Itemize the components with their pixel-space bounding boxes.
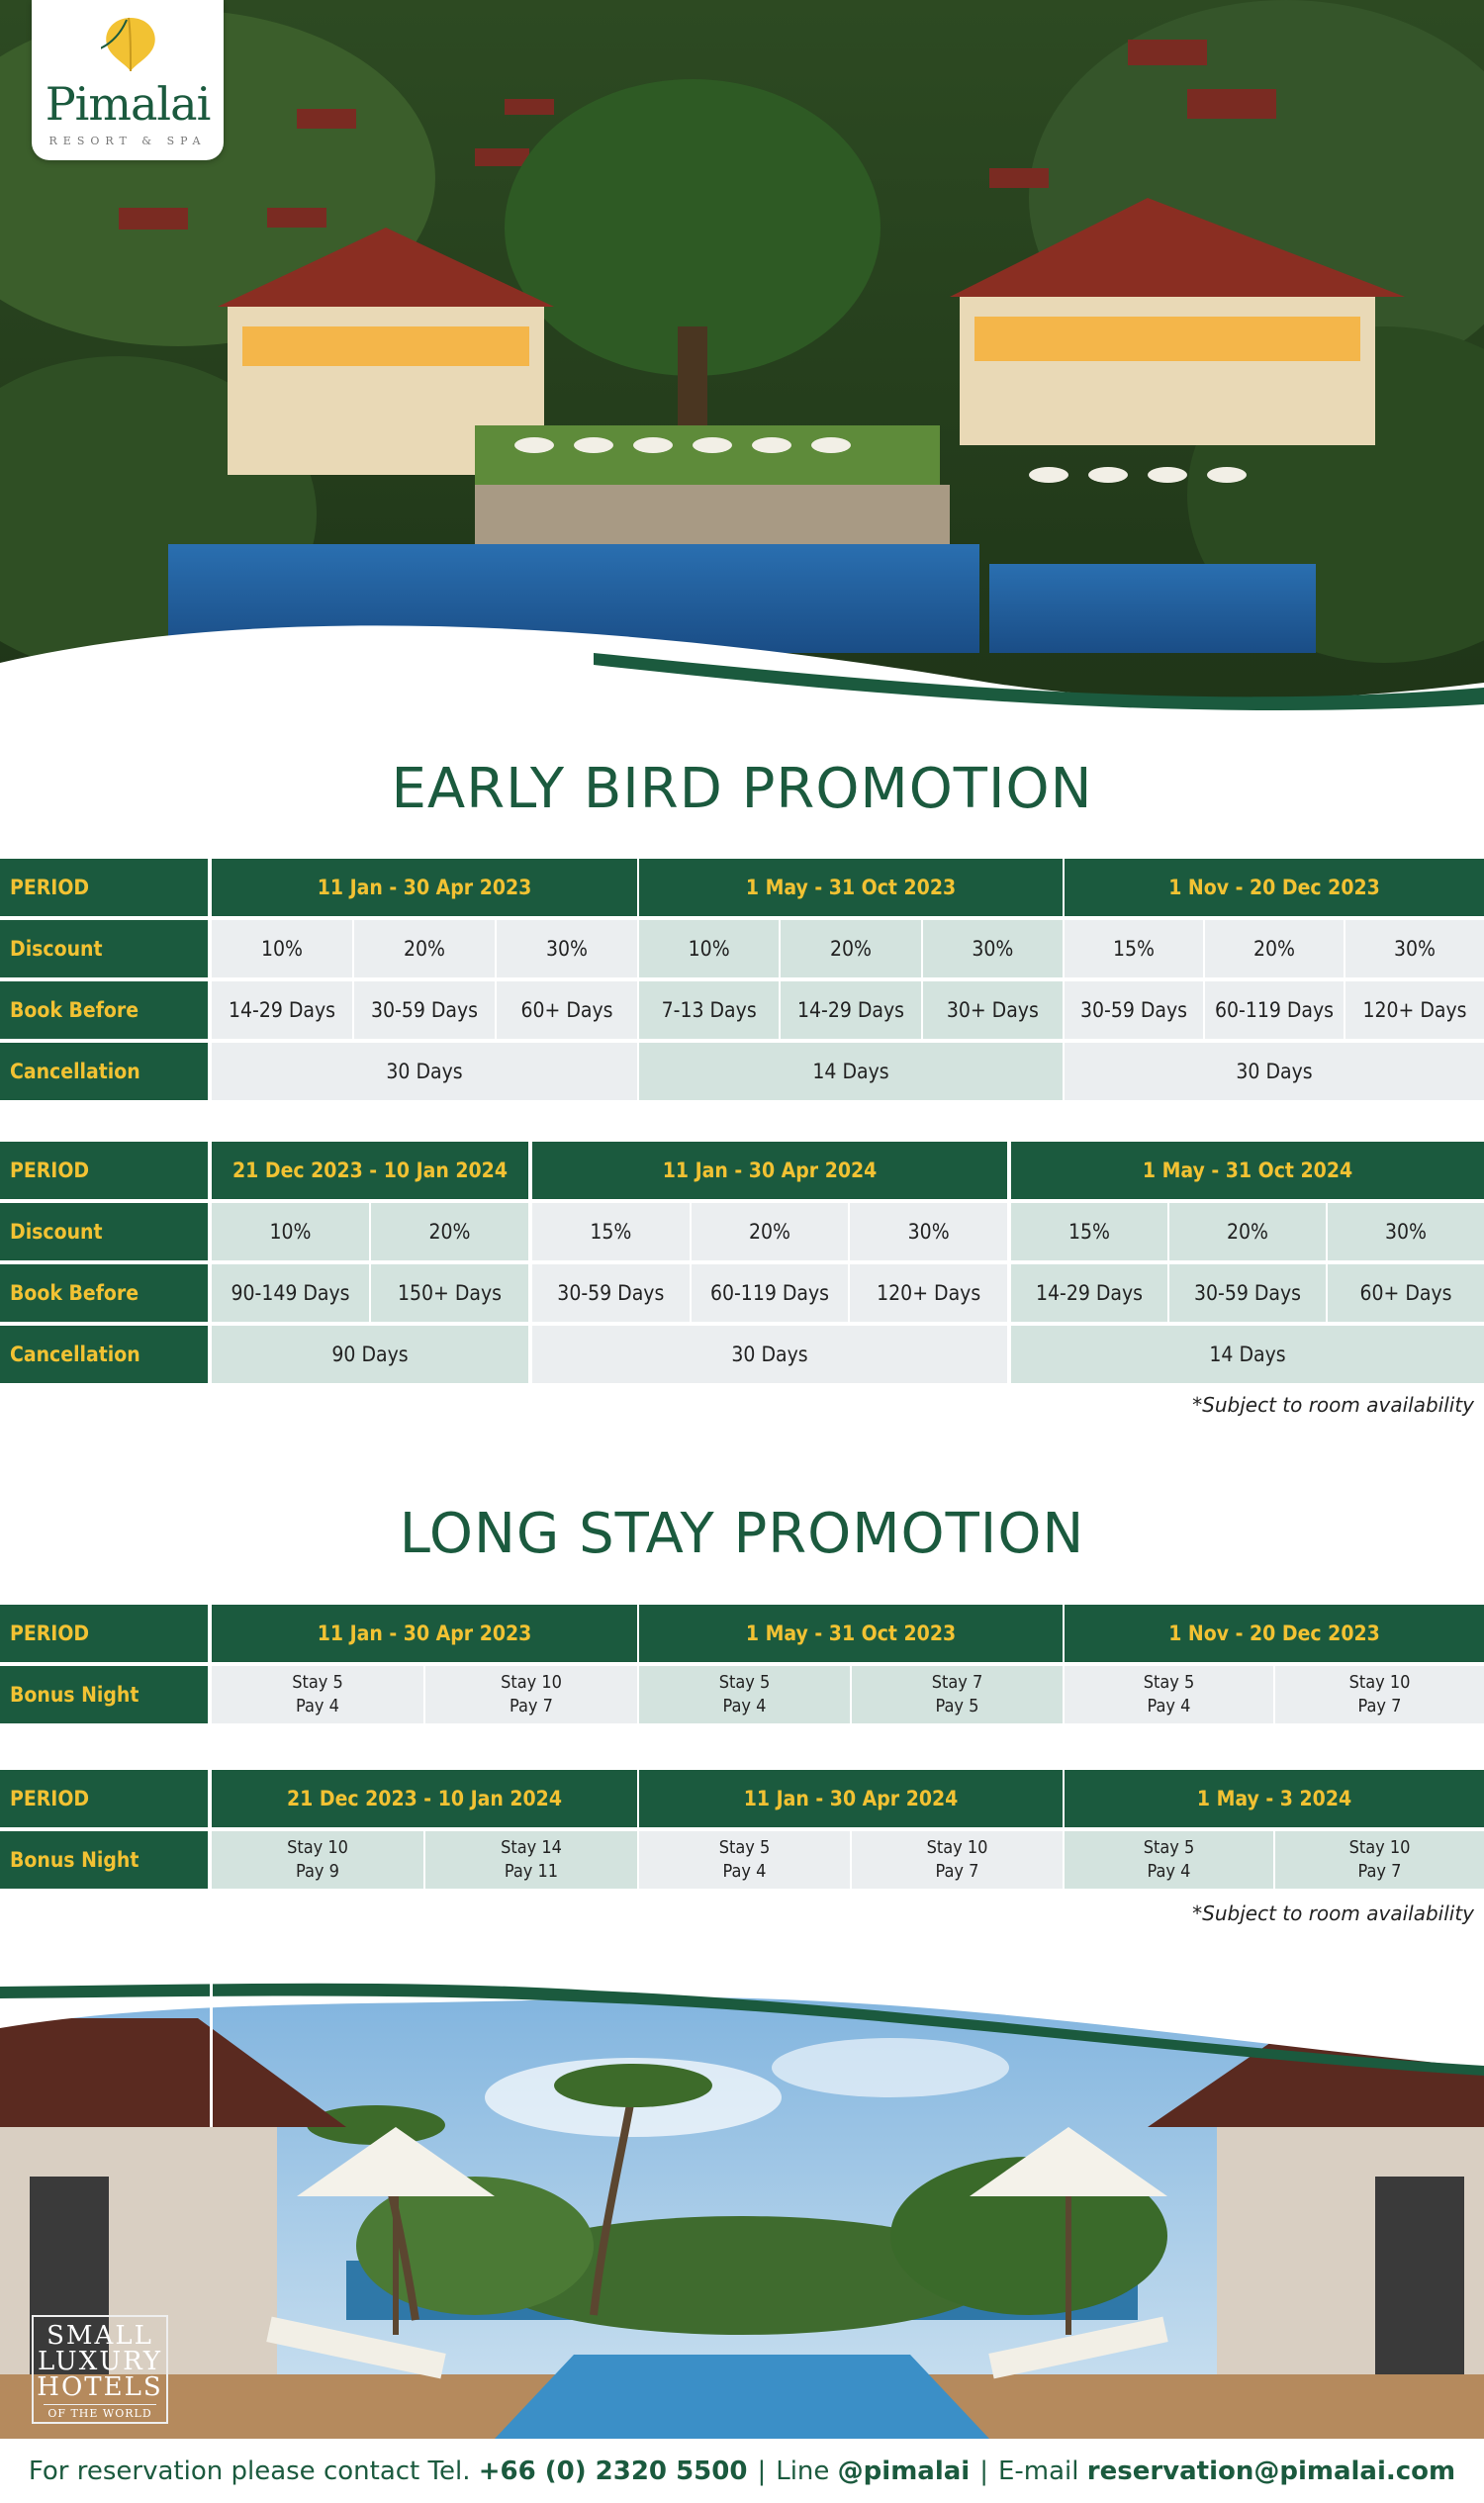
offer-stay: Stay 5 — [1143, 1837, 1195, 1858]
bonus-night-offer — [425, 1666, 637, 1723]
book-before-cell: 7-13 Days — [639, 981, 779, 1039]
book-before-cell: 60-119 Days — [1205, 981, 1344, 1039]
offer-stay: Stay 5 — [718, 1672, 771, 1693]
book-before-cell: 120+ Days — [1345, 981, 1484, 1039]
early-bird-title: EARLY BIRD PROMOTION — [391, 757, 1093, 821]
discount-cell: 20% — [692, 1203, 849, 1260]
label-period: PERIOD — [0, 1605, 208, 1662]
label-book-before: Book Before — [0, 981, 208, 1039]
footer-email[interactable]: reservation@pimalai.com — [1086, 2456, 1456, 2486]
pimalai-logo — [32, 0, 224, 160]
discount-cell: 20% — [1205, 920, 1344, 977]
footer-line-label: Line — [776, 2456, 830, 2486]
period-header: 11 Jan - 30 Apr 2024 — [639, 1770, 1063, 1827]
bonus-night-offer — [212, 1831, 423, 1889]
period-header: 1 May - 31 Oct 2023 — [639, 1605, 1063, 1662]
offer-pay: Pay 11 — [504, 1861, 559, 1882]
period-header: 21 Dec 2023 - 10 Jan 2024 — [212, 1142, 528, 1199]
offer-pay: Pay 4 — [722, 1696, 767, 1716]
label-period: PERIOD — [0, 859, 208, 916]
offer-pay: Pay 4 — [1147, 1861, 1191, 1882]
offer-stay: Stay 5 — [718, 1837, 771, 1858]
label-cancellation: Cancellation — [0, 1326, 208, 1383]
discount-cell: 15% — [532, 1203, 690, 1260]
offer-pay: Pay 7 — [1357, 1696, 1402, 1716]
badge-line-4: OF THE WORLD — [44, 2404, 156, 2420]
badge-line-2: LUXURY — [37, 2347, 163, 2376]
book-before-cell: 14-29 Days — [781, 981, 920, 1039]
footer-line-id[interactable]: @pimalai — [837, 2456, 971, 2486]
cancellation-cell: 30 Days — [532, 1326, 1007, 1383]
book-before-cell: 14-29 Days — [212, 981, 352, 1039]
footer-email-label: E-mail — [997, 2456, 1079, 2486]
book-before-cell: 60+ Days — [1328, 1264, 1484, 1322]
label-discount: Discount — [0, 1203, 208, 1260]
period-header: 1 May - 31 Oct 2023 — [639, 859, 1063, 916]
book-before-cell: 60-119 Days — [692, 1264, 849, 1322]
offer-stay: Stay 5 — [292, 1672, 343, 1693]
discount-cell: 10% — [639, 920, 779, 977]
discount-cell: 30% — [850, 1203, 1007, 1260]
pool-villa-photo — [0, 1979, 1484, 2439]
discount-cell: 30% — [923, 920, 1063, 977]
badge-line-3: HOTELS — [37, 2372, 163, 2402]
cancellation-cell: 90 Days — [212, 1326, 528, 1383]
offer-pay: Pay 7 — [510, 1696, 553, 1716]
label-period: PERIOD — [0, 1142, 208, 1199]
label-bonus-night: Bonus Night — [0, 1666, 208, 1723]
offer-stay: Stay 14 — [501, 1837, 562, 1858]
discount-cell: 20% — [371, 1203, 528, 1260]
book-before-cell: 30-59 Days — [532, 1264, 690, 1322]
offer-pay: Pay 4 — [1147, 1696, 1191, 1716]
offer-pay: Pay 5 — [935, 1696, 979, 1716]
bonus-night-offer — [1275, 1831, 1484, 1889]
discount-cell: 20% — [1169, 1203, 1326, 1260]
offer-pay: Pay 4 — [722, 1861, 767, 1882]
offer-stay: Stay 10 — [501, 1672, 562, 1693]
bonus-night-offer — [212, 1666, 423, 1723]
hero-resort-photo — [0, 0, 1484, 712]
period-header: 1 May - 31 Oct 2024 — [1011, 1142, 1484, 1199]
brand-tagline: RESORT & SPA — [48, 135, 207, 147]
offer-stay: Stay 10 — [287, 1837, 348, 1858]
discount-cell: 10% — [212, 920, 352, 977]
label-book-before: Book Before — [0, 1264, 208, 1322]
bonus-night-offer — [1065, 1831, 1273, 1889]
label-bonus-night: Bonus Night — [0, 1831, 208, 1889]
bonus-night-offer — [852, 1831, 1063, 1889]
discount-cell: 15% — [1011, 1203, 1167, 1260]
bonus-night-offer — [425, 1831, 637, 1889]
cancellation-cell: 14 Days — [639, 1043, 1063, 1100]
book-before-cell: 30+ Days — [923, 981, 1063, 1039]
period-header: 1 May - 3 2024 — [1065, 1770, 1484, 1827]
book-before-cell: 60+ Days — [497, 981, 637, 1039]
discount-cell: 20% — [354, 920, 495, 977]
discount-cell: 10% — [212, 1203, 369, 1260]
bonus-night-offer — [852, 1666, 1063, 1723]
early-bird-availability-note: *Subject to room availability — [1192, 1393, 1474, 1417]
offer-stay: Stay 5 — [1143, 1672, 1195, 1693]
label-period: PERIOD — [0, 1770, 208, 1827]
offer-pay: Pay 7 — [1357, 1861, 1402, 1882]
period-header: 11 Jan - 30 Apr 2023 — [212, 1605, 637, 1662]
leaf-icon — [101, 12, 160, 73]
period-header: 11 Jan - 30 Apr 2023 — [212, 859, 637, 916]
long-stay-title: LONG STAY PROMOTION — [399, 1502, 1085, 1566]
offer-stay: Stay 10 — [926, 1837, 988, 1858]
long-stay-availability-note: *Subject to room availability — [1192, 1901, 1474, 1925]
bonus-night-offer — [639, 1831, 850, 1889]
footer-intro: For reservation please contact Tel. — [28, 2456, 471, 2486]
discount-cell: 30% — [497, 920, 637, 977]
badge-line-1: SMALL — [46, 2321, 153, 2351]
small-luxury-hotels-badge — [32, 2315, 168, 2424]
offer-pay: Pay 7 — [935, 1861, 979, 1882]
footer-phone[interactable]: +66 (0) 2320 5500 — [478, 2456, 748, 2486]
label-cancellation: Cancellation — [0, 1043, 208, 1100]
book-before-cell: 120+ Days — [850, 1264, 1007, 1322]
period-header: 21 Dec 2023 - 10 Jan 2024 — [212, 1770, 637, 1827]
book-before-cell: 30-59 Days — [354, 981, 495, 1039]
label-discount: Discount — [0, 920, 208, 977]
book-before-cell: 14-29 Days — [1011, 1264, 1167, 1322]
discount-cell: 30% — [1328, 1203, 1484, 1260]
bonus-night-offer — [1275, 1666, 1484, 1723]
cancellation-cell: 30 Days — [212, 1043, 637, 1100]
offer-pay: Pay 9 — [296, 1861, 339, 1882]
discount-cell: 20% — [781, 920, 920, 977]
period-header: 1 Nov - 20 Dec 2023 — [1065, 1605, 1484, 1662]
discount-cell: 30% — [1345, 920, 1484, 977]
offer-stay: Stay 7 — [931, 1672, 983, 1693]
book-before-cell: 150+ Days — [371, 1264, 528, 1322]
book-before-cell: 30-59 Days — [1065, 981, 1203, 1039]
cancellation-cell: 30 Days — [1065, 1043, 1484, 1100]
bonus-night-offer — [1065, 1666, 1273, 1723]
brand-name: Pimalai — [45, 77, 211, 131]
cancellation-cell: 14 Days — [1011, 1326, 1484, 1383]
offer-stay: Stay 10 — [1348, 1672, 1411, 1693]
reservation-footer: For reservation please contact Tel. +66 (0) 2320 5500 | Line @pimalai | E-mail reservation@pimalai.com — [0, 2439, 1484, 2503]
book-before-cell: 90-149 Days — [212, 1264, 369, 1322]
book-before-cell: 30-59 Days — [1169, 1264, 1326, 1322]
offer-pay: Pay 4 — [296, 1696, 339, 1716]
bonus-night-offer — [639, 1666, 850, 1723]
discount-cell: 15% — [1065, 920, 1203, 977]
period-header: 11 Jan - 30 Apr 2024 — [532, 1142, 1007, 1199]
offer-stay: Stay 10 — [1348, 1837, 1411, 1858]
period-header: 1 Nov - 20 Dec 2023 — [1065, 859, 1484, 916]
